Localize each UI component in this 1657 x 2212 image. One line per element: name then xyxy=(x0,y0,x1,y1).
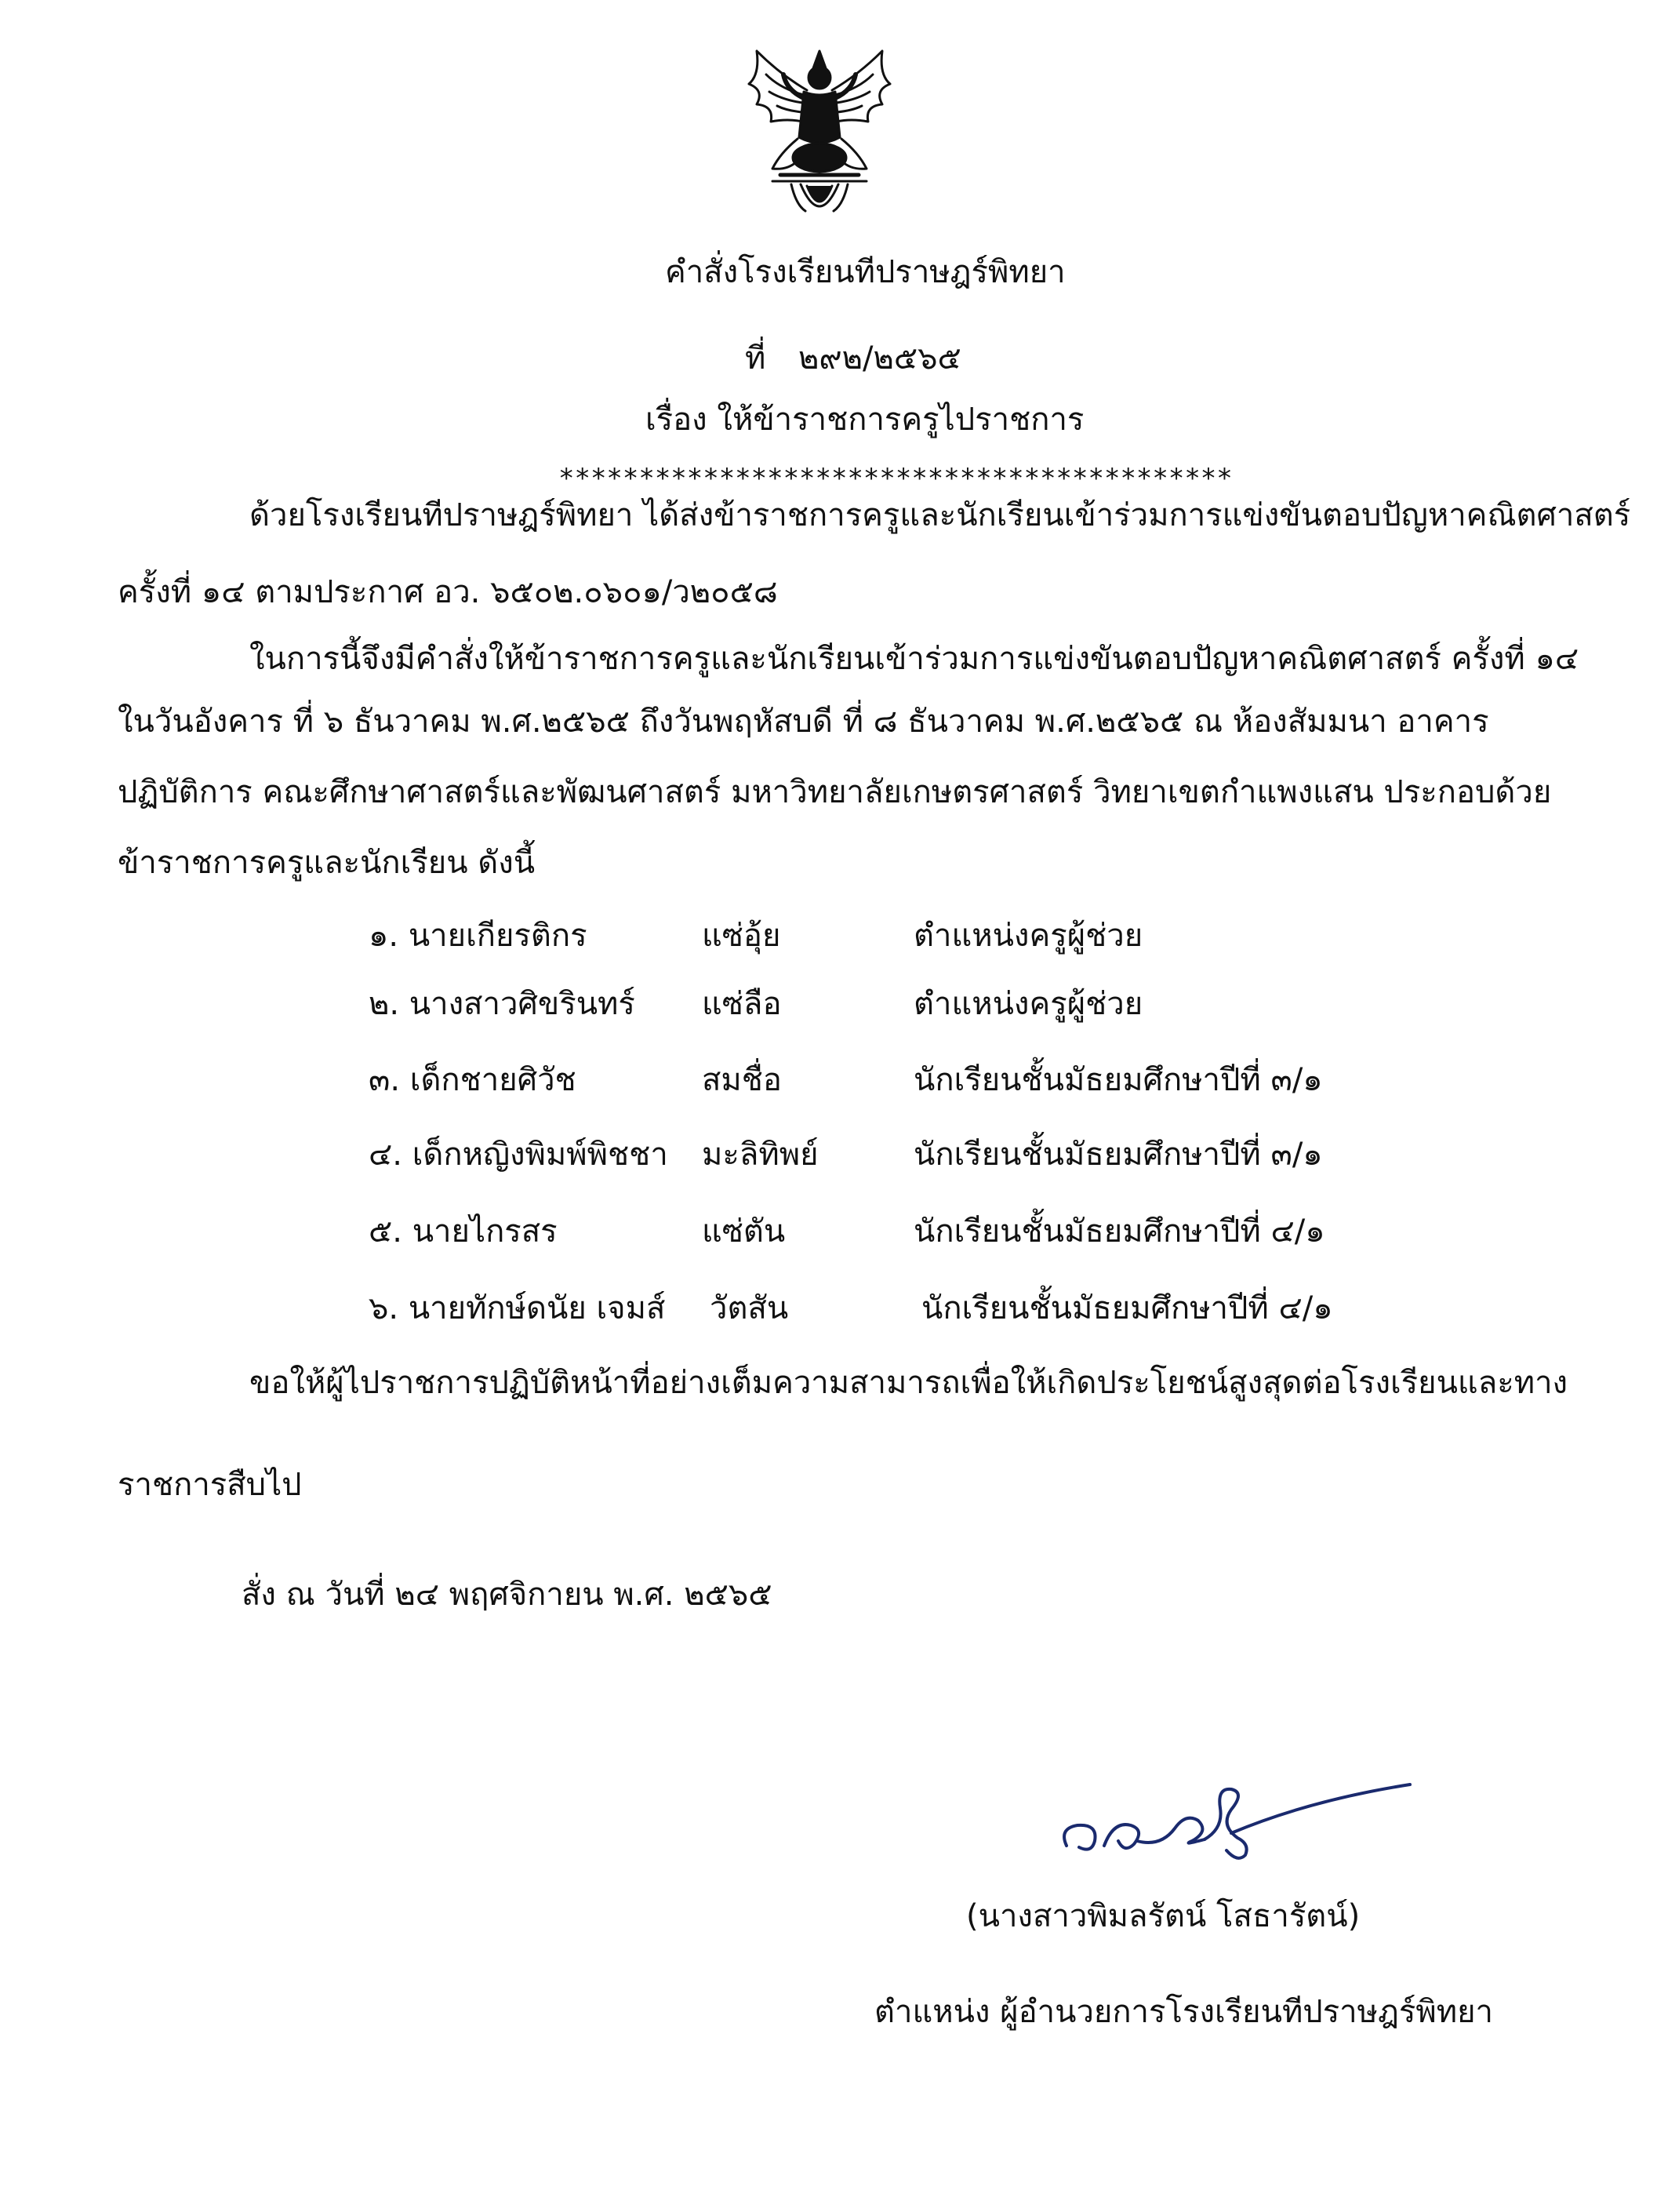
member-name: ๖. นายทักษ์ดนัย เจมส์ xyxy=(369,1290,666,1326)
paragraph-2-line-3: ปฏิบัติการ คณะศึกษาศาสตร์และพัฒนศาสตร์ มหาวิทยาลัยเกษตรศาสตร์ วิทยาเขตกำแพงแสน ประกอบด้วย xyxy=(118,774,1552,810)
order-date: สั่ง ณ วันที่ ๒๔ พฤศจิกายน พ.ศ. ๒๕๖๕ xyxy=(242,1577,772,1613)
signatory-name: (นางสาวพิมลรัตน์ โสธารัตน์) xyxy=(966,1898,1361,1934)
handwritten-signature xyxy=(1043,1753,1419,1863)
signatory-position: ตำแหน่ง ผู้อำนวยการโรงเรียนทีปราษฎร์พิทยา xyxy=(874,1994,1493,2030)
member-name: ๔. เด็กหญิงพิมพ์พิชชา xyxy=(369,1137,668,1173)
member-name: ๕. นายไกรสร xyxy=(369,1213,558,1250)
member-surname: แซ่อุ้ย xyxy=(702,918,781,954)
member-surname: วัตสัน xyxy=(710,1290,789,1326)
order-number: ๒๙๒/๒๕๖๕ xyxy=(798,340,961,377)
member-position: นักเรียนชั้นมัธยมศึกษาปีที่ ๔/๑ xyxy=(914,1213,1325,1250)
member-name: ๒. นางสาวศิขรินทร์ xyxy=(369,986,635,1022)
paragraph-1-line-1: ด้วยโรงเรียนทีปราษฎร์พิทยา ได้ส่งข้าราชการครูและนักเรียนเข้าร่วมการแข่งขันตอบปัญหาคณิตศาสตร์ xyxy=(249,497,1631,533)
order-subject: เรื่อง ให้ข้าราชการครูไปราชการ xyxy=(645,402,1085,438)
member-position: นักเรียนชั้นมัธยมศึกษาปีที่ ๓/๑ xyxy=(914,1062,1323,1098)
member-position: นักเรียนชั้นมัธยมศึกษาปีที่ ๔/๑ xyxy=(921,1290,1333,1326)
order-number-label: ที่ xyxy=(745,340,766,377)
divider-stars: ****************************************** xyxy=(558,463,1233,494)
order-title: คำสั่งโรงเรียนทีปราษฎร์พิทยา xyxy=(665,254,1066,290)
member-name: ๑. นายเกียรติกร xyxy=(369,918,587,954)
closing-line-2: ราชการสืบไป xyxy=(118,1467,302,1503)
closing-line-1: ขอให้ผู้ไปราชการปฏิบัติหน้าที่อย่างเต็มความสามารถเพื่อให้เกิดประโยชน์สูงสุดต่อโรงเรียนและทาง xyxy=(249,1365,1568,1401)
member-surname: มะลิทิพย์ xyxy=(702,1137,819,1173)
member-position: นักเรียนชั้นมัธยมศึกษาปีที่ ๓/๑ xyxy=(914,1137,1323,1173)
member-position: ตำแหน่งครูผู้ช่วย xyxy=(914,918,1143,954)
garuda-emblem xyxy=(725,43,914,231)
member-surname: แซ่ลือ xyxy=(702,986,782,1022)
paragraph-2-line-4: ข้าราชการครูและนักเรียน ดังนี้ xyxy=(118,845,536,881)
member-surname: แซ่ตัน xyxy=(702,1213,786,1250)
member-surname: สมชื่อ xyxy=(702,1062,782,1098)
paragraph-2-line-1: ในการนี้จึงมีคำสั่งให้ข้าราชการครูและนักเรียนเข้าร่วมการแข่งขันตอบปัญหาคณิตศาสตร์ ครั้งที่ ๑๔ xyxy=(249,641,1579,677)
member-name: ๓. เด็กชายศิวัช xyxy=(369,1062,576,1098)
paragraph-2-line-2: ในวันอังคาร ที่ ๖ ธันวาคม พ.ศ.๒๕๖๕ ถึงวันพฤหัสบดี ที่ ๘ ธันวาคม พ.ศ.๒๕๖๕ ณ ห้องสัมมนา อาคาร xyxy=(118,704,1489,740)
paragraph-1-line-2: ครั้งที่ ๑๔ ตามประกาศ อว. ๖๕๐๒.๐๖๐๑/ว๒๐๕๘ xyxy=(118,574,778,610)
member-position: ตำแหน่งครูผู้ช่วย xyxy=(914,986,1143,1022)
